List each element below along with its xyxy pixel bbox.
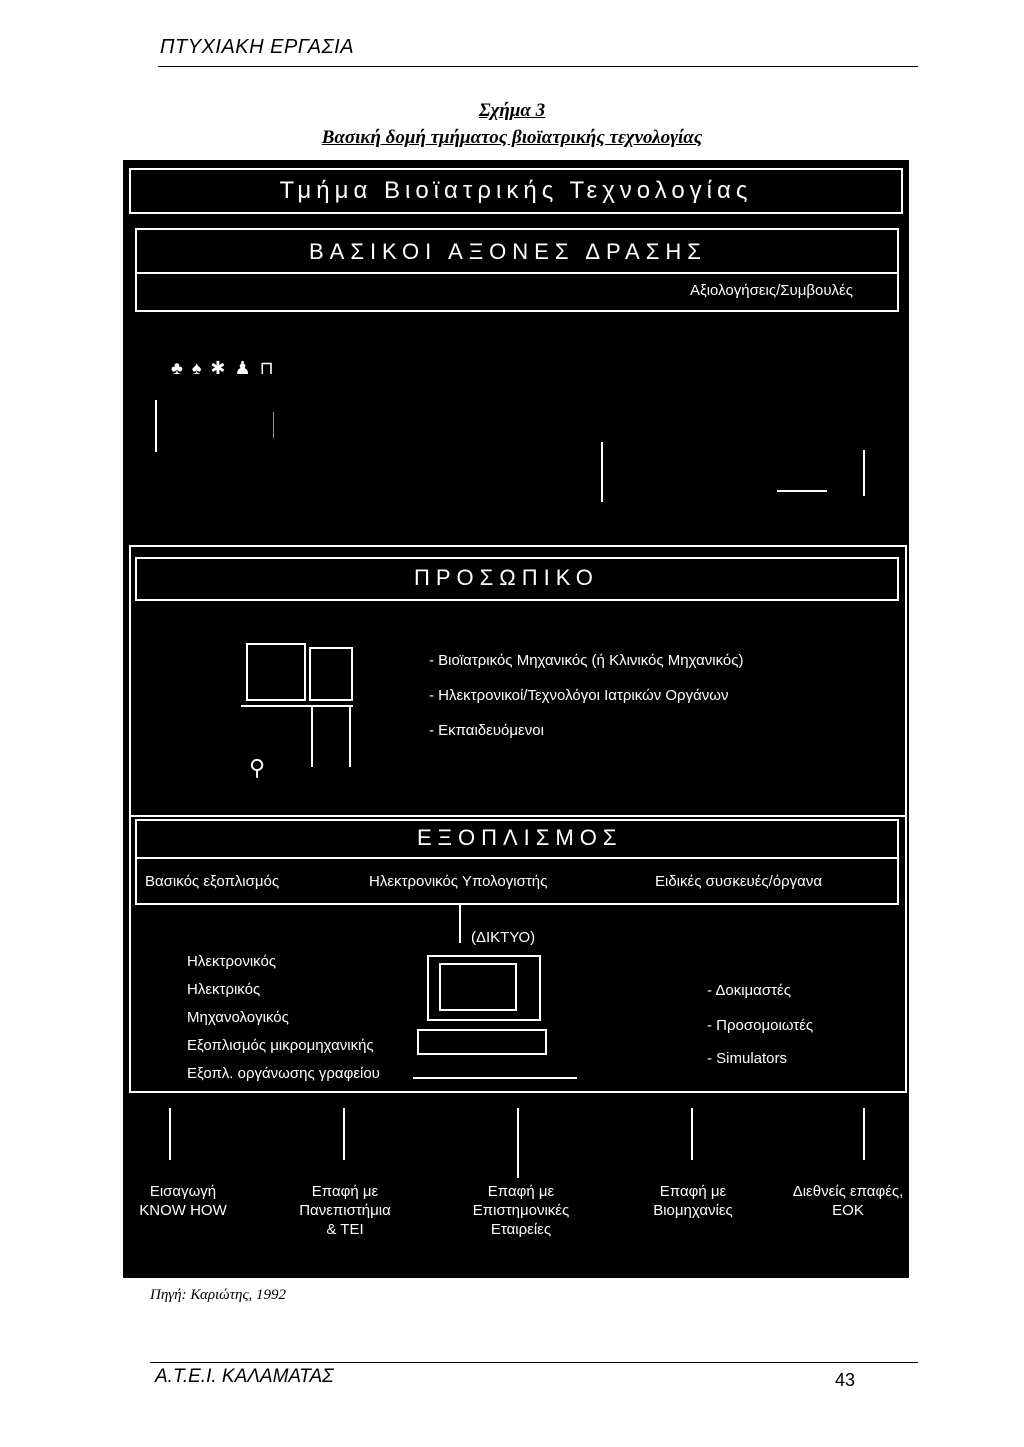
computer-base-line — [413, 1077, 577, 1079]
connector-line — [863, 450, 865, 496]
contact-item — [459, 1182, 583, 1239]
monitor-icon — [309, 647, 353, 701]
contact-item — [285, 1182, 405, 1239]
contact-line: Διεθνείς επαφές, — [792, 1183, 904, 1200]
personnel-item: - Ηλεκτρονικοί/Τεχνολόγοι Ιατρικών Οργάνων — [429, 687, 729, 704]
contact-line: KNOW HOW — [139, 1202, 227, 1219]
basic-equipment-item: Ηλεκτρικός — [187, 981, 261, 998]
axes-subtitle: Αξιολογήσεις/Συμβουλές — [690, 282, 853, 299]
connector-line — [155, 400, 157, 452]
equipment-title: ΕΞΟΠΛΙΣΜΟΣ — [417, 825, 623, 850]
figure-caption: Βασική δομή τμήματος βιοϊατρικής τεχνολογίας — [321, 127, 703, 148]
contact-connector — [691, 1108, 693, 1160]
personnel-title-box — [135, 557, 899, 601]
contact-connector — [169, 1108, 171, 1160]
contact-connector — [343, 1108, 345, 1160]
basic-equipment-item: Μηχανολογικός — [187, 1009, 289, 1026]
personnel-item: - Εκπαιδευόμενοι — [429, 722, 544, 739]
contact-connector — [517, 1108, 519, 1178]
axes-box — [135, 228, 899, 312]
people-icons: ♣ ♠ ✱ ♟ ⊓ — [171, 358, 276, 378]
connector-line — [601, 442, 603, 502]
workstation-icon — [246, 643, 306, 701]
connector-line — [777, 490, 827, 492]
contact-line: Επαφή με — [659, 1183, 727, 1200]
personnel-item: - Βιοϊατρικός Μηχανικός (ή Κλινικός Μηχανικός) — [429, 652, 744, 669]
computer-base-icon — [417, 1029, 547, 1055]
equipment-special-label: Ειδικές συσκευές/όργανα — [655, 873, 823, 890]
desk-leg — [349, 707, 351, 767]
figure-number: Σχήμα 3 — [478, 100, 546, 121]
basic-equipment-item: Εξοπλ. οργάνωσης γραφείου — [187, 1065, 380, 1082]
contact-line: ΕΟΚ — [832, 1202, 864, 1219]
contact-item — [633, 1182, 753, 1220]
equipment-section — [129, 815, 907, 1093]
equipment-header-box — [135, 819, 899, 905]
axes-title: ΒΑΣΙΚΟΙ ΑΞΟΝΕΣ ΔΡΑΣΗΣ — [309, 239, 707, 264]
page-number: 43 — [835, 1370, 856, 1390]
axes-divider — [137, 272, 897, 274]
contact-line: Επαφή με — [487, 1183, 555, 1200]
footer-divider — [150, 1362, 918, 1363]
header-divider — [158, 66, 918, 67]
contact-line: Εισαγωγή — [149, 1183, 217, 1200]
department-title: Τμήμα Βιοϊατρικής Τεχνολογίας — [279, 177, 753, 204]
contact-line: Εταιρείες — [490, 1221, 552, 1238]
person-icon: ⚲ — [249, 755, 266, 780]
personnel-title: ΠΡΟΣΩΠΙΚΟ — [414, 565, 599, 590]
contact-line: Επαφή με — [311, 1183, 379, 1200]
contact-connector — [863, 1108, 865, 1160]
contact-line: & ΤΕΙ — [326, 1221, 364, 1238]
basic-equipment-item: Εξοπλισμός μικρομηχανικής — [187, 1037, 374, 1054]
special-equipment-item: - Δοκιμαστές — [707, 982, 791, 999]
computer-screen-icon — [439, 963, 517, 1011]
department-box — [129, 168, 903, 214]
desk-leg — [311, 707, 313, 767]
equipment-computer-label: Ηλεκτρονικός Υπολογιστής — [369, 873, 548, 890]
network-label: (ΔΙΚΤΥΟ) — [471, 929, 536, 946]
contact-line: Πανεπιστήμια — [299, 1202, 391, 1219]
contact-line: Βιομηχανίες — [653, 1202, 733, 1219]
contact-line: Επιστημονικές — [472, 1202, 570, 1219]
desk-line — [241, 705, 353, 707]
diagram — [123, 160, 909, 1278]
contact-item — [787, 1182, 909, 1220]
contact-item — [123, 1182, 243, 1220]
footer-institution: Α.Τ.Ε.Ι. ΚΑΛΑΜΑΤΑΣ — [155, 1366, 334, 1387]
equipment-divider — [137, 857, 897, 859]
document-header: ΠΤΥΧΙΑΚΗ ΕΡΓΑΣΙΑ — [160, 36, 355, 58]
figure-source: Πηγή: Καριώτης, 1992 — [150, 1287, 287, 1303]
connector-line — [273, 412, 274, 438]
special-equipment-item: - Προσομοιωτές — [707, 1017, 814, 1034]
basic-equipment-item: Ηλεκτρονικός — [187, 953, 277, 970]
personnel-section — [129, 545, 907, 817]
special-equipment-item: - Simulators — [707, 1050, 788, 1067]
equipment-basic-label: Βασικός εξοπλισμός — [145, 873, 280, 890]
network-connector — [459, 903, 461, 943]
